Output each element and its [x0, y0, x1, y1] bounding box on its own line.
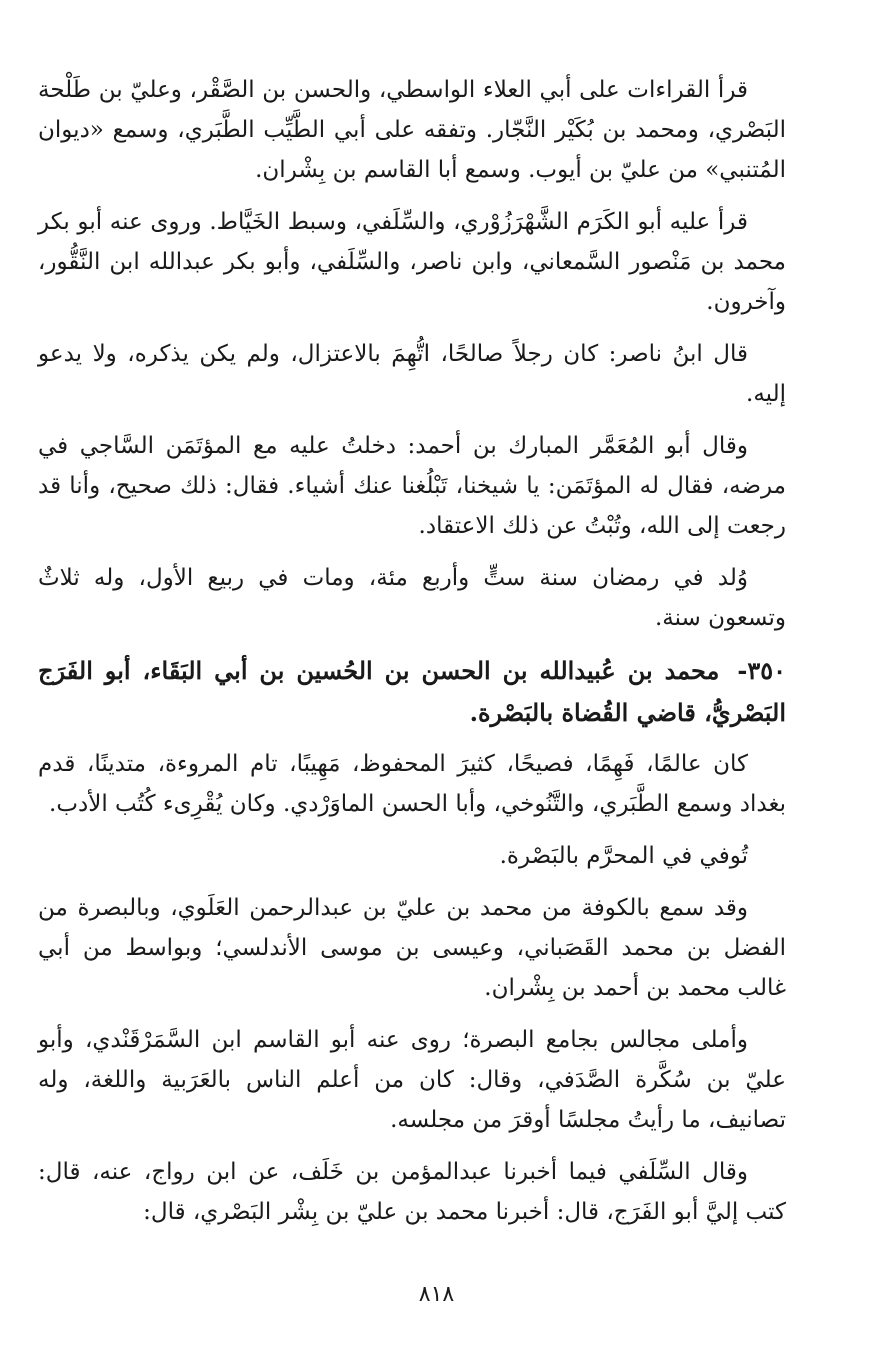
paragraph-5: وُلد في رمضان سنة ستٍّ وأربع مئة، ومات في ربيع الأول، وله ثلاثٌ وتسعون سنة. — [38, 565, 786, 631]
entry-paragraph-4: وأملى مجالس بجامع البصرة؛ روى عنه أبو القاسم ابن السَّمَرْقَنْدي، وأبو عليّ بن سُكَّرة الصَّدَفي، وقال: كان من أعلم الناس بالعَرَبية واللغة، وله تصانيف، ما رأيتُ مجلسًا أوقرَ من مجلسه. — [38, 1027, 786, 1133]
entry-paragraph-3: وقد سمع بالكوفة من محمد بن عليّ بن عبدالرحمن العَلَوي، وبالبصرة من الفضل بن محمد القَصَباني، وعيسى بن موسى الأندلسي؛ وبواسط من أبي غالب محمد بن أحمد بن بِشْران. — [38, 895, 786, 1001]
paragraph-1: قرأ القراءات على أبي العلاء الواسطي، والحسن بن الصَّقْر، وعليّ بن طَلْحة البَصْري، ومحمد بن بُكَيْر النَّجّار. وتفقه على أبي الطَّيِّب الطَّبَري، وسمع «ديوان المُتنبي» من عليّ بن أيوب. وسمع أبا القاسم بن بِشْران. — [38, 77, 786, 183]
paragraph-4: وقال أبو المُعَمَّر المبارك بن أحمد: دخلتُ عليه مع المؤتَمَن السَّاجي في مرضه، فقال له المؤتَمَن: يا شيخنا، تَبْلُغنا عنك أشياء. فقال: ذلك صحيح، وأنا قد رجعت إلى الله، وتُبْتُ عن ذلك الاعتقاد. — [38, 433, 786, 539]
entry-number: ٣٥٠- — [737, 656, 786, 685]
entry-paragraph-2: تُوفي في المحرَّم بالبَصْرة. — [499, 843, 748, 869]
entry-title: محمد بن عُبيدالله بن الحسن بن الحُسين بن أبي البَقَاء، أبو الفَرَج البَصْريُّ، قاضي القُضاة بالبَصْرة. — [38, 656, 786, 727]
page-body — [38, 70, 786, 1244]
paragraph-2: قرأ عليه أبو الكَرَم الشَّهْرَزُوْري، والسِّلَفي، وسبط الخَيَّاط. وروى عنه أبو بكر محمد بن مَنْصور السَّمعاني، وابن ناصر، والسِّلَفي، وأبو بكر عبدالله ابن النَّقُّور، وآخرون. — [38, 209, 786, 315]
entry-paragraph-1: كان عالمًا، فَهِمًا، فصيحًا، كثيرَ المحفوظ، مَهِيبًا، تام المروءة، متدينًا، قدم بغداد وسمع الطَّبَري، والتَّنُوخي، وأبا الحسن الماوَرْدي. وكان يُقْرِىء كُتُب الأدب. — [38, 751, 786, 817]
entry-paragraph-5: وقال السِّلَفي فيما أخبرنا عبدالمؤمن بن خَلَف، عن ابن رواج، عنه، قال: كتب إليَّ أبو الفَرَج، قال: أخبرنا محمد بن عليّ بن بِشْر البَصْري، قال: — [38, 1159, 786, 1225]
entry-heading — [38, 650, 786, 734]
paragraph-3: قال ابنُ ناصر: كان رجلاً صالحًا، اتُّهِمَ بالاعتزال، ولم يكن يذكره، ولا يدعو إليه. — [38, 341, 786, 407]
page-number: ٨١٨ — [418, 1282, 455, 1307]
